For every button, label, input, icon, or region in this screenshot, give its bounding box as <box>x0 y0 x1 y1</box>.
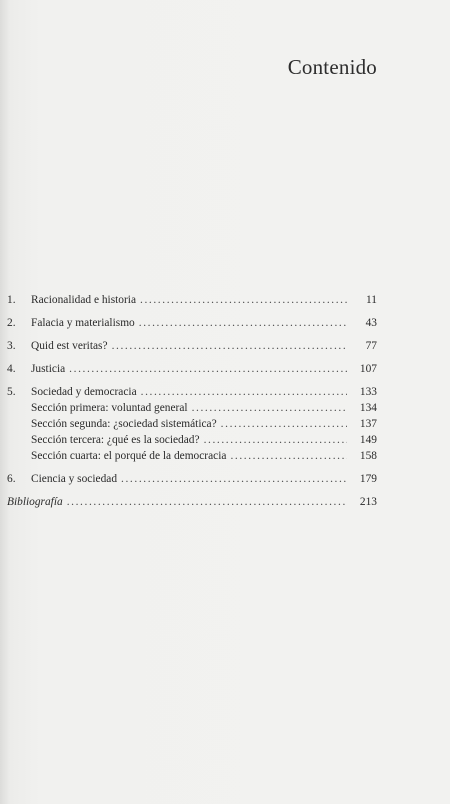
dot-leader <box>139 315 347 331</box>
chapter-number: 6. <box>7 473 16 485</box>
chapter-title: Ciencia y sociedad <box>31 473 118 485</box>
dot-leader <box>204 432 347 448</box>
chapter-number: 3. <box>7 340 16 352</box>
dot-leader <box>121 471 347 487</box>
dot-leader <box>230 448 347 464</box>
page-number: 107 <box>359 363 377 375</box>
page-number: 179 <box>359 473 377 485</box>
toc-entry-3 <box>7 338 377 354</box>
dot-leader <box>140 292 347 308</box>
chapter-number: 1. <box>7 294 16 306</box>
dot-leader <box>112 338 347 354</box>
chapter-number: 2. <box>7 317 16 329</box>
toc-entry-5 <box>7 384 377 400</box>
toc-subentry-4 <box>7 448 377 464</box>
toc-entry-bibliography <box>7 494 377 510</box>
chapter-number: 4. <box>7 363 16 375</box>
page-number: 137 <box>359 418 377 430</box>
page-number: 77 <box>365 340 377 352</box>
page-number: 43 <box>365 317 377 329</box>
dot-leader <box>69 361 347 377</box>
page-number: 11 <box>366 294 377 306</box>
dot-leader <box>221 416 347 432</box>
toc-entry-6 <box>7 471 377 487</box>
page-number: 133 <box>359 386 377 398</box>
page-title: Contenido <box>287 55 377 79</box>
section-title: Sección segunda: ¿sociedad sistemática? <box>31 418 217 430</box>
dot-leader <box>192 400 347 416</box>
toc-subentry-1 <box>7 400 377 416</box>
page-number: 134 <box>359 402 377 414</box>
page-number: 149 <box>359 434 377 446</box>
toc-subentry-2 <box>7 416 377 432</box>
chapter-title: Falacia y materialismo <box>31 317 135 329</box>
chapter-title: Quid est veritas? <box>31 340 108 352</box>
section-title: Sección primera: voluntad general <box>31 402 188 414</box>
chapter-number: 5. <box>7 386 16 398</box>
chapter-title: Racionalidad e historia <box>31 294 137 306</box>
bibliography-title: Bibliografía <box>7 496 63 508</box>
toc-entry-2 <box>7 315 377 331</box>
section-title: Sección tercera: ¿qué es la sociedad? <box>31 434 200 446</box>
table-of-contents <box>7 292 377 510</box>
dot-leader <box>67 494 347 510</box>
chapter-title: Sociedad y democracia <box>31 386 137 398</box>
chapter-title: Justicia <box>31 363 66 375</box>
toc-entry-4 <box>7 361 377 377</box>
dot-leader <box>141 384 347 400</box>
toc-entry-1 <box>7 292 377 308</box>
page-number: 158 <box>359 450 377 462</box>
section-title: Sección cuarta: el porqué de la democracia <box>31 450 227 462</box>
page-number: 213 <box>359 496 377 508</box>
toc-subentry-3 <box>7 432 377 448</box>
